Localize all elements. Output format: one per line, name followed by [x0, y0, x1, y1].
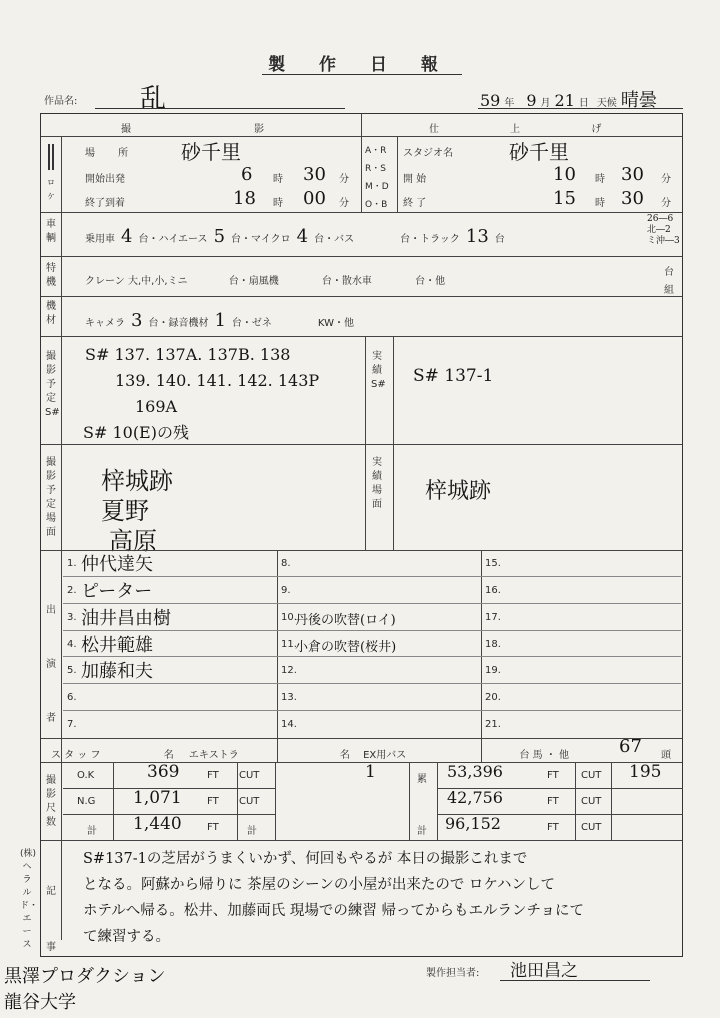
cast-number: 16.	[485, 584, 501, 596]
end-min: 00	[303, 188, 326, 209]
cast-number: 7.	[67, 719, 77, 731]
vehicles-label: 車輌	[46, 219, 56, 244]
cast-row	[277, 604, 481, 631]
rule	[575, 762, 576, 840]
cast-number: 3.	[67, 611, 77, 623]
schedule-line: 169A	[135, 397, 178, 416]
cast-number: 6.	[67, 692, 77, 704]
cast-name: 加藤和夫	[81, 661, 153, 683]
work-label: 作品名:	[44, 96, 78, 107]
studio-label: スタジオ名	[403, 148, 453, 159]
cast-row	[277, 577, 481, 604]
ok-value: 369	[147, 762, 180, 782]
truck-label: 台・トラック	[400, 234, 460, 245]
truck-unit: 台	[494, 234, 505, 245]
month-value: 9	[526, 91, 537, 110]
cum-ok: 53,396	[447, 762, 503, 781]
ft-unit: FT	[547, 822, 559, 833]
date-underline	[478, 108, 683, 109]
ft-unit: FT	[207, 822, 219, 833]
rule	[63, 788, 275, 789]
rule	[41, 296, 682, 297]
hour-unit: 時	[273, 198, 283, 209]
horse-label: 台 馬 ・ 他	[519, 750, 570, 761]
cut-label: CUT	[239, 770, 260, 781]
rule	[437, 762, 438, 840]
zene-label: 台・ゼネ	[231, 318, 272, 329]
manager-name: 池田昌之	[510, 961, 578, 981]
equipment-label: 機材	[46, 301, 56, 326]
rule	[41, 738, 682, 739]
cast-number: 19.	[485, 665, 501, 677]
rec-count: 1	[214, 310, 226, 331]
finish-end-min: 30	[621, 188, 644, 209]
cast-number: 21.	[485, 719, 501, 731]
horse-unit: 頭	[661, 750, 671, 761]
work-value: 乱	[140, 84, 167, 114]
schedule-lines	[85, 342, 319, 446]
cut-label: CUT	[581, 770, 602, 781]
fan-label: 台・扇風機	[228, 276, 279, 287]
cast-name: 小倉の吹替(桜井)	[295, 639, 397, 655]
studio-value: 砂千里	[509, 140, 569, 164]
cast-number: 12.	[281, 665, 297, 677]
cast-number: 1.	[67, 558, 77, 569]
cast-row	[63, 631, 277, 658]
staff-label: ス タ ッ フ	[51, 750, 101, 761]
ng-label: N.G	[77, 796, 96, 807]
kw-label: KW・他	[317, 318, 354, 329]
rule	[365, 336, 366, 444]
extra-unit: 名	[339, 750, 350, 761]
cut-label: CUT	[581, 822, 602, 833]
cast-name: 仲代達矢	[81, 554, 153, 575]
camera-count: 3	[131, 310, 143, 331]
ft-unit: FT	[547, 796, 559, 807]
notes-label: 記事	[46, 886, 56, 953]
staff-row	[51, 746, 569, 761]
rule	[41, 840, 682, 841]
rule	[113, 762, 114, 840]
schedule-line: S# 137. 137A. 137B. 138	[85, 345, 291, 364]
work-underline	[95, 108, 345, 109]
start-min: 30	[303, 164, 326, 185]
cast-row	[277, 657, 481, 684]
ft-unit: FT	[547, 770, 559, 781]
rule	[397, 136, 398, 212]
cast-number: 5.	[67, 665, 77, 677]
ft-unit: FT	[207, 770, 219, 781]
day-value: 21	[554, 91, 575, 110]
code-ob: O・B	[365, 200, 388, 210]
clapper-icon	[45, 142, 57, 172]
total-value: 1,440	[133, 814, 182, 834]
ex-bus-label: EX用バス	[363, 750, 407, 761]
rule	[63, 814, 275, 815]
year-value: 59	[480, 91, 501, 110]
cast-number: 13.	[281, 692, 297, 704]
rule	[275, 762, 276, 840]
code-ar: A・R	[365, 146, 387, 156]
note-line: ホテルへ帰る。松井、加藤両氏 現場での練習 帰ってからもエルランチョにて	[83, 903, 585, 919]
title-underline	[262, 74, 462, 75]
sprinkler-label: 台・散水車	[321, 276, 372, 287]
rule	[437, 788, 683, 789]
cast-row	[63, 577, 277, 604]
car-label: 乗用車	[85, 234, 115, 245]
rule	[61, 336, 62, 940]
shooting-section-label: 撮 影	[121, 124, 325, 135]
hour-unit: 時	[595, 174, 605, 185]
page-title: 製 作 日 報	[268, 55, 452, 75]
film-label: 撮影尺数	[46, 775, 56, 828]
location-lines	[101, 466, 173, 556]
actual-location: 梓城跡	[425, 479, 492, 504]
loke-icon	[45, 142, 57, 177]
location-line: 高原	[109, 527, 157, 555]
schedule-line: 139. 140. 141. 142. 143P	[115, 371, 320, 390]
rule	[437, 814, 683, 815]
actual-locations-label: 実績場面	[372, 457, 382, 510]
special-row	[85, 272, 445, 287]
finish-codes	[365, 142, 389, 214]
rule	[41, 336, 682, 337]
vehicle-notes	[647, 214, 680, 247]
rule	[365, 444, 366, 550]
cast-row	[63, 550, 277, 577]
ok-label: O.K	[77, 770, 95, 781]
location-line: 夏野	[101, 497, 149, 525]
cast-row	[63, 684, 277, 711]
equipment-row	[85, 310, 354, 331]
rule	[393, 444, 394, 550]
report-frame	[40, 113, 683, 957]
weather-label: 天候	[596, 98, 617, 109]
cast-number: 10.	[281, 611, 297, 623]
vehicle-note: ミ沖―3	[647, 236, 680, 246]
locations-label: 撮影予定場面	[46, 457, 56, 538]
finish-end-hour: 15	[553, 188, 576, 209]
special-label: 特機	[46, 263, 56, 288]
extra-label: エキストラ	[188, 750, 239, 761]
month-unit: 月	[540, 98, 551, 109]
ng-value: 1,071	[133, 788, 182, 808]
min-unit: 分	[339, 174, 349, 185]
micro-label: 台・マイクロ	[231, 234, 291, 245]
ft-unit: FT	[207, 796, 219, 807]
cum-total: 96,152	[445, 814, 501, 833]
vehicles-row	[85, 226, 505, 247]
cast-number: 2.	[67, 584, 77, 596]
cast-number: 4.	[67, 638, 77, 650]
day-unit: 日	[578, 98, 589, 109]
code-md: M・D	[365, 182, 389, 192]
rule	[237, 762, 238, 840]
finishing-section-label: 仕 上 げ	[429, 124, 636, 135]
watermark-line-1: 黒澤プロダクション	[4, 966, 166, 987]
rule	[277, 738, 278, 762]
cast-number: 9.	[281, 584, 291, 596]
crane-label: クレーン 大,中,小,ミニ	[85, 276, 188, 287]
company-name: (株) ヘラルド・エース	[20, 849, 39, 950]
actual-label: 実績 S#	[371, 351, 386, 390]
cast-name: 松井範雄	[81, 634, 153, 656]
hour-unit: 時	[595, 198, 605, 209]
cast-name: 油井昌由樹	[81, 607, 171, 629]
end-hour: 18	[233, 188, 256, 209]
cast-row	[277, 631, 481, 658]
cast-row	[481, 604, 681, 631]
total-label: 計	[247, 826, 257, 837]
car-count: 4	[121, 226, 133, 247]
rule	[481, 738, 482, 762]
notes-body	[83, 846, 584, 950]
film-table	[63, 762, 683, 840]
camera-label: キャメラ	[85, 318, 125, 329]
note-line: S#137-1の芝居がうまくいかず、何回もやるが 本日の撮影これまで	[83, 851, 528, 867]
finish-start-hour: 10	[553, 164, 576, 185]
weather-value: 晴曇	[620, 90, 657, 111]
cast-number: 18.	[485, 638, 501, 650]
rule	[41, 256, 682, 257]
rule	[611, 762, 612, 840]
cum-ng: 42,756	[447, 788, 503, 807]
note-line: て練習する。	[83, 929, 170, 945]
vehicle-note: 北―2	[647, 225, 671, 235]
cum-label: 累	[417, 774, 427, 785]
horse-count: 67	[619, 736, 642, 757]
start-label: 開始出発	[85, 174, 125, 185]
min-unit: 分	[661, 174, 671, 185]
cast-row	[481, 550, 681, 577]
cast-row	[277, 550, 481, 577]
cast-number: 20.	[485, 692, 501, 704]
other-label: 台・他	[415, 276, 446, 287]
bus-label: 台・バス	[314, 234, 355, 245]
hiace-count: 5	[213, 226, 226, 247]
code-rs: R・S	[365, 164, 386, 174]
cast-number: 17.	[485, 611, 501, 623]
cut-label: CUT	[581, 796, 602, 807]
cut-value: 1	[365, 762, 376, 782]
micro-count: 4	[296, 226, 309, 247]
total-label: 計	[87, 826, 97, 837]
rule	[409, 762, 410, 840]
min-unit: 分	[339, 198, 349, 209]
rule	[361, 114, 362, 212]
manager-underline	[500, 980, 650, 981]
schedule-label: 撮影予定 S#	[45, 351, 60, 418]
cast-number: 11.	[281, 638, 297, 650]
note-line: となる。阿蘇から帰りに 茶屋のシーンの小屋が出来たので ロケハンして	[83, 877, 556, 893]
cast-row	[481, 577, 681, 604]
hour-unit: 時	[273, 174, 283, 185]
place-value: 砂千里	[181, 140, 241, 164]
truck-count: 13	[465, 226, 489, 247]
cast-label: 出演者	[46, 605, 56, 724]
cast-row	[481, 711, 681, 738]
hiace-label: 台・ハイエース	[138, 234, 208, 245]
cast-row	[481, 684, 681, 711]
cast-number: 8.	[281, 558, 291, 569]
cast-row	[277, 711, 481, 738]
finish-start-label: 開 始	[403, 174, 427, 185]
cast-row	[481, 657, 681, 684]
cum-total-label: 計	[417, 826, 427, 837]
rule	[393, 336, 394, 444]
end-label: 終了到着	[85, 198, 125, 209]
cast-number: 14.	[281, 719, 297, 731]
cut-label: CUT	[239, 796, 260, 807]
cast-row	[63, 711, 277, 738]
finish-start-min: 30	[621, 164, 644, 185]
finish-end-label: 終 了	[403, 198, 427, 209]
cast-number: 15.	[485, 558, 501, 569]
cast-name: ピーター	[81, 580, 153, 602]
cast-row	[63, 657, 277, 684]
loke-label: ロケ	[47, 178, 55, 201]
actual-scenes: S# 137-1	[413, 366, 494, 386]
staff-unit: 名	[163, 750, 174, 761]
cast-row	[277, 684, 481, 711]
rule	[41, 444, 682, 445]
manager-label: 製作担当者:	[426, 968, 480, 979]
rule	[41, 212, 682, 213]
cast-name: 丹後の吹替(ロイ)	[295, 612, 396, 628]
min-unit: 分	[661, 198, 671, 209]
place-label: 場 所	[85, 148, 139, 159]
cast-row	[481, 631, 681, 658]
start-hour: 6	[241, 164, 253, 185]
watermark-line-2: 龍谷大学	[4, 992, 76, 1013]
rule	[61, 136, 62, 212]
location-line: 梓城跡	[101, 467, 173, 495]
cum-cut: 195	[629, 762, 662, 782]
rec-label: 台・録音機材	[148, 318, 209, 329]
cast-row	[63, 604, 277, 631]
year-unit: 年	[504, 98, 515, 109]
vehicle-note: 26―6	[647, 214, 674, 224]
kumi-label: 台 組	[664, 267, 674, 296]
schedule-line: S# 10(E)の残	[83, 423, 189, 442]
